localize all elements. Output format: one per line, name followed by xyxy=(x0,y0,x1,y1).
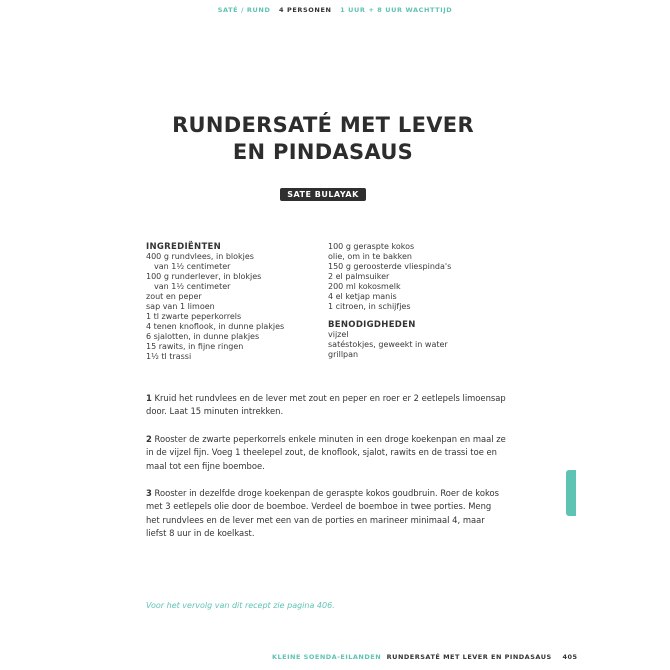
recipe-title-line-1: RUNDERSATÉ MET LEVER xyxy=(172,113,474,137)
running-header xyxy=(0,6,670,14)
footer-section: KLEINE SOENDA-EILANDEN xyxy=(272,653,382,661)
header-servings: 4 PERSONEN xyxy=(279,6,332,14)
page-number: 405 xyxy=(562,653,578,661)
ingredients-column-2 xyxy=(328,242,498,360)
step-number: 3 xyxy=(146,488,152,499)
ingredient-item: 1 tl zwarte peperkorrels xyxy=(146,312,242,321)
step-text: Rooster in dezelfde droge koekenpan de geraspte kokos goudbruin. Roer de kokos met 3 eetlepels olie door de boemboe. Verdeel de boemboe in twee porties. Meng het rundvlees en de lever met een van de porties en marineer minimaal 4, maar liefst 8 uur in de koelkast. xyxy=(146,488,499,539)
ingredient-item: 15 rawits, in fijne ringen xyxy=(146,342,244,351)
equipment-heading: BENODIGDHEDEN xyxy=(328,320,416,330)
method-step xyxy=(146,392,506,419)
ingredient-item: zout en peper xyxy=(146,292,202,301)
method-step xyxy=(146,487,506,541)
ingredient-item: 1½ tl trassi xyxy=(146,352,192,361)
ingredient-item: 400 g rundvlees, in blokjes xyxy=(146,252,254,261)
ingredient-item: 200 ml kokosmelk xyxy=(328,282,401,291)
ingredient-item: van 1½ centimeter xyxy=(154,262,231,271)
footer-recipe-title: RUNDERSATÉ MET LEVER EN PINDASAUS xyxy=(386,653,552,661)
chapter-tab-marker xyxy=(566,470,576,516)
ingredient-item: 6 sjalotten, in dunne plakjes xyxy=(146,332,260,341)
ingredient-item: 100 g runderlever, in blokjes xyxy=(146,272,262,281)
recipe-title xyxy=(0,112,646,166)
step-text: Kruid het rundvlees en de lever met zout en peper en roer er 2 eetlepels limoensap door. Laat 15 minuten intrekken. xyxy=(146,393,506,417)
continuation-note: Voor het vervolg van dit recept zie pagina 406. xyxy=(146,601,335,610)
step-text: Rooster de zwarte peperkorrels enkele minuten in een droge koekenpan en maal ze in de vijzel fijn. Voeg 1 theelepel zout, de knoflook, sjalot, rawits en de trassi toe en maal tot een fijne boemboe. xyxy=(146,433,506,471)
recipe-title-line-2: EN PINDASAUS xyxy=(232,140,414,164)
header-time: 1 UUR + 8 UUR WACHTTIJD xyxy=(340,6,453,14)
ingredient-item: 2 el palmsuiker xyxy=(328,272,390,281)
ingredient-item: olie, om in te bakken xyxy=(328,252,412,261)
equipment-item: satéstokjes, geweekt in water xyxy=(328,340,448,349)
ingredients-column-1 xyxy=(146,242,316,362)
ingredient-item: 100 g geraspte kokos xyxy=(328,242,415,251)
ingredient-item: sap van 1 limoen xyxy=(146,302,215,311)
recipe-subtitle-badge: SATE BULAYAK xyxy=(280,188,366,201)
header-category: SATÉ / RUND xyxy=(217,6,271,14)
method-step xyxy=(146,433,506,473)
step-number: 2 xyxy=(146,433,152,444)
ingredient-item: 4 el ketjap manis xyxy=(328,292,397,301)
subtitle-wrap xyxy=(0,182,646,201)
equipment-item: grillpan xyxy=(328,350,359,359)
step-number: 1 xyxy=(146,393,152,403)
running-footer xyxy=(272,653,578,661)
ingredient-item: 1 citroen, in schijfjes xyxy=(328,302,411,311)
ingredients-heading: INGREDIËNTEN xyxy=(146,242,222,252)
spacer xyxy=(328,312,498,320)
method-steps xyxy=(146,392,506,555)
equipment-item: vijzel xyxy=(328,330,349,339)
ingredient-item: 4 tenen knoflook, in dunne plakjes xyxy=(146,322,285,331)
ingredient-item: 150 g geroosterde vliespinda's xyxy=(328,262,452,271)
ingredient-item: van 1½ centimeter xyxy=(154,282,231,291)
